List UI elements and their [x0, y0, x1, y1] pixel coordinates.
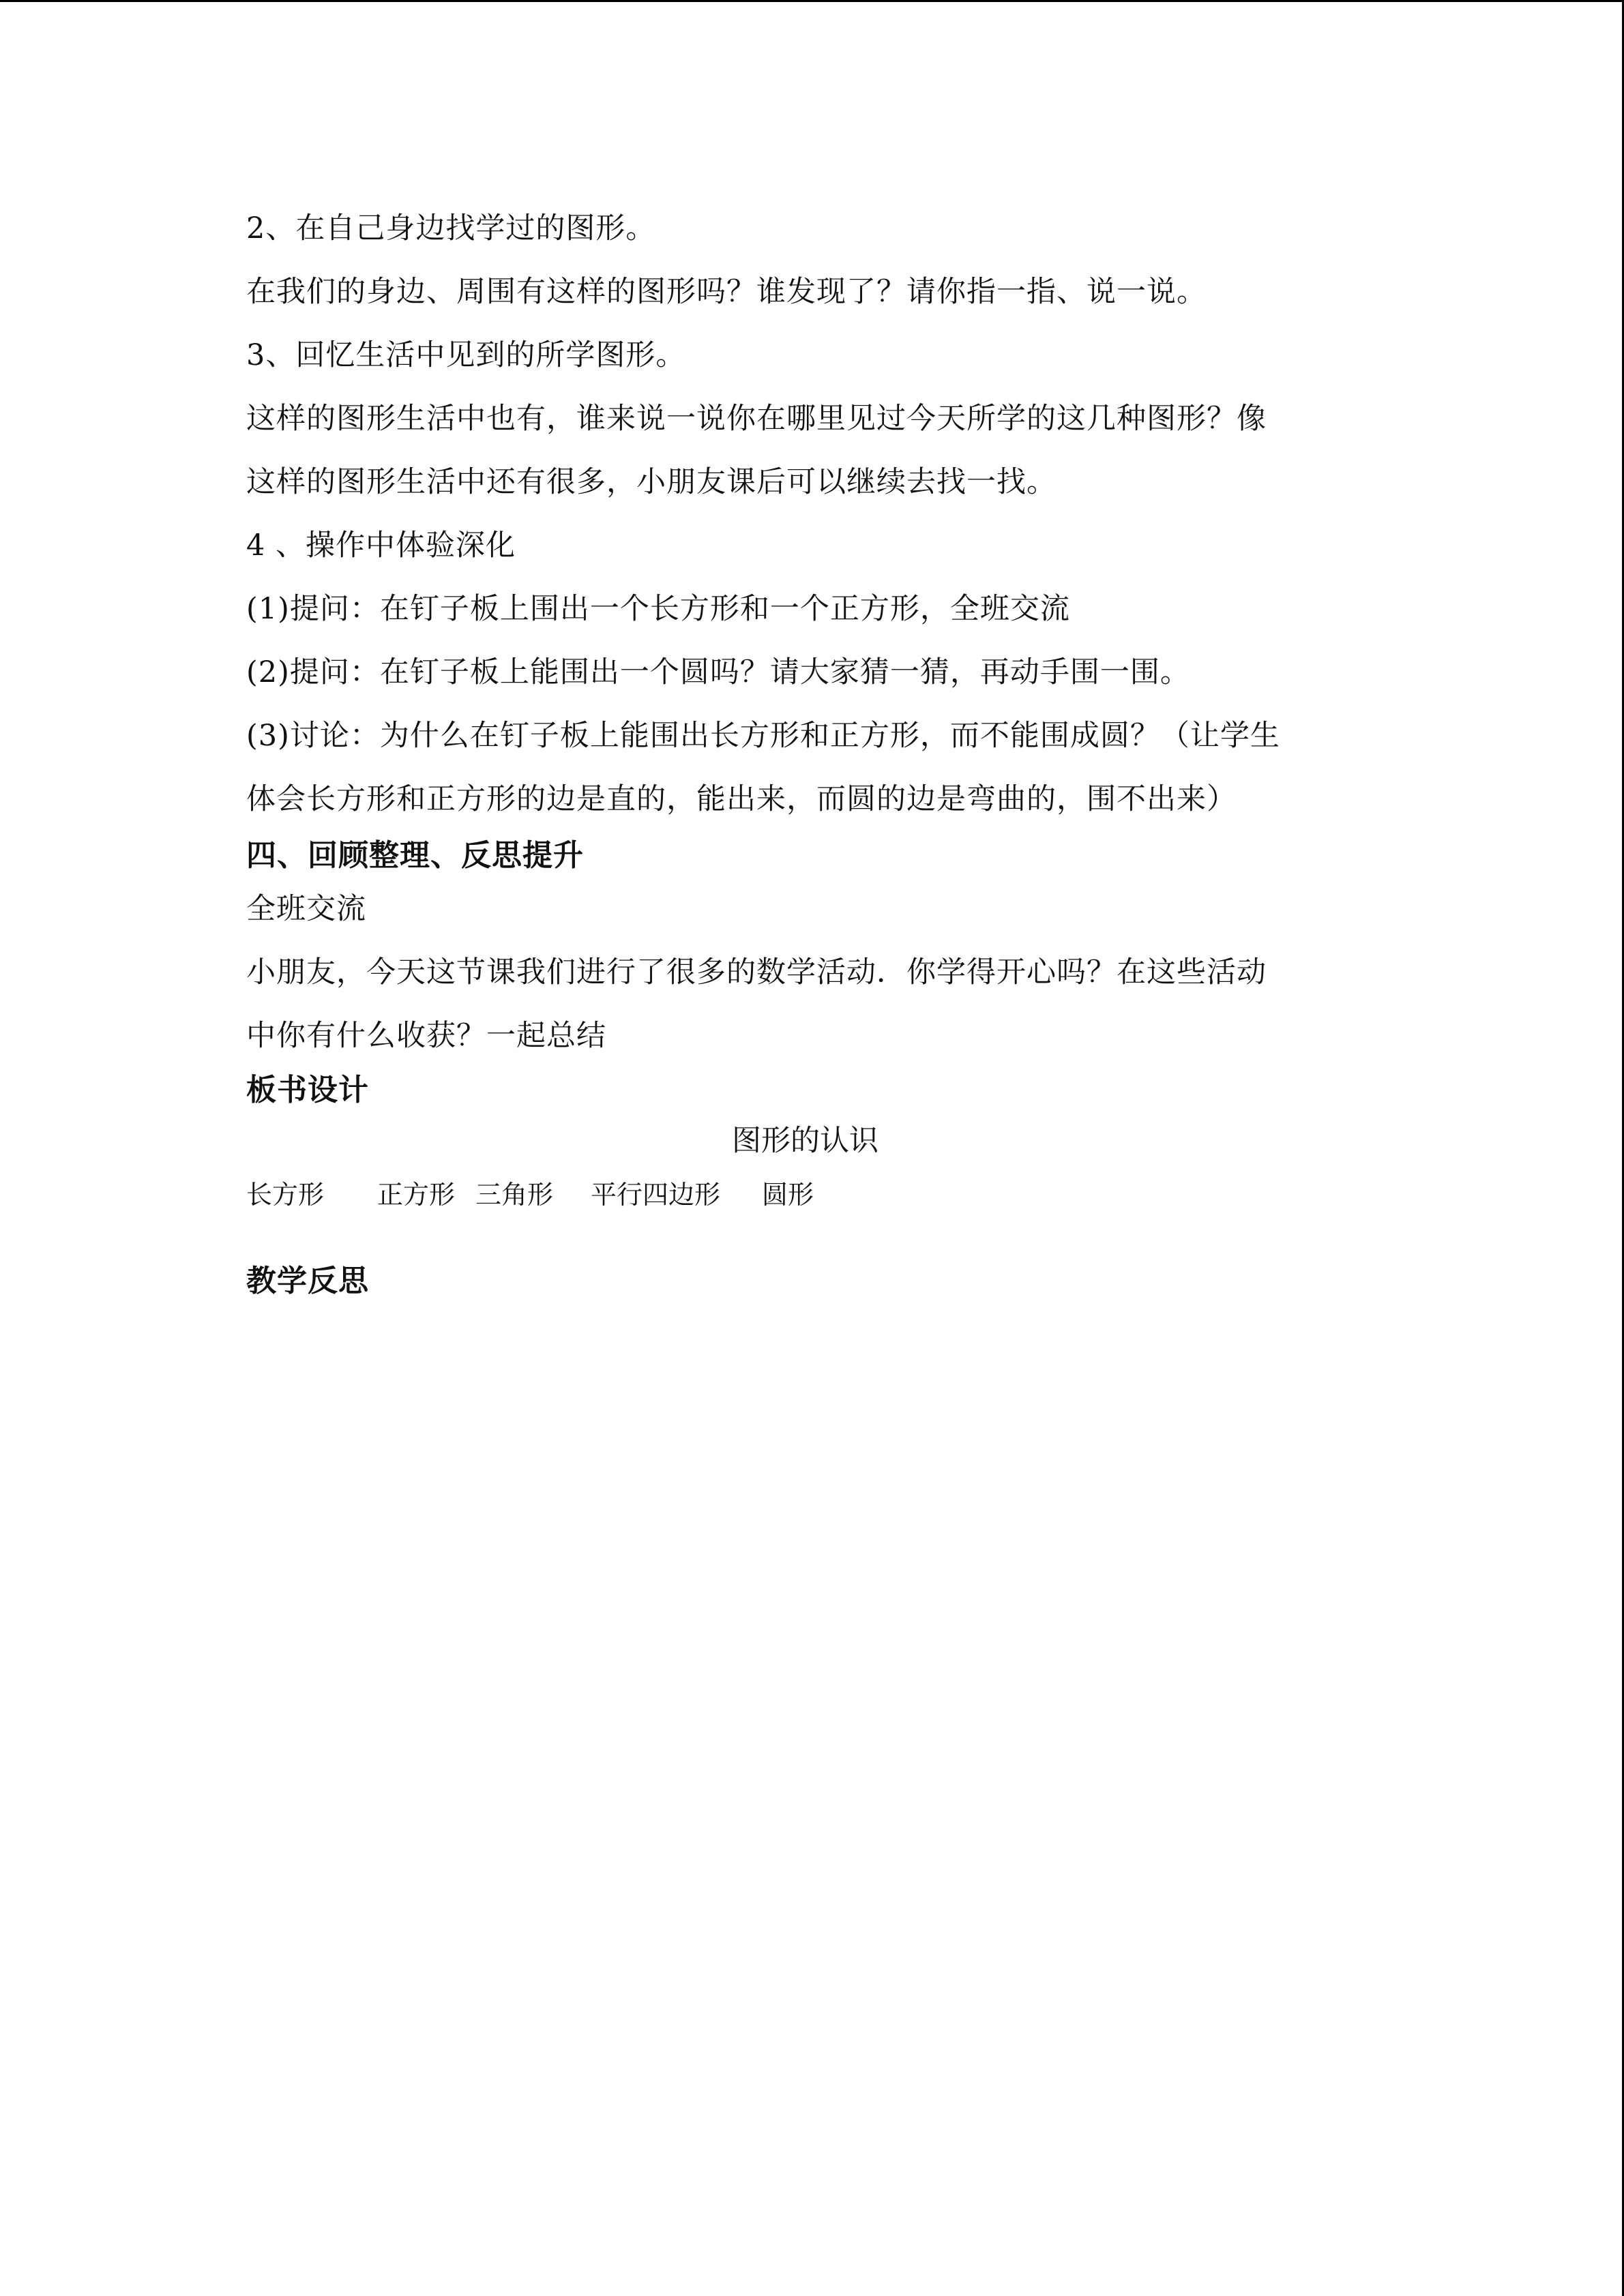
activity-2: (2)提问：在钉子板上能围出一个圆吗？请大家猜一猜，再动手围一围。 — [246, 655, 1190, 689]
summary-line-2: 中你有什么收获？一起总结 — [246, 1019, 606, 1053]
shape-square: 正方形 — [377, 1180, 456, 1210]
class-discussion: 全班交流 — [246, 892, 366, 926]
shape-triangle: 三角形 — [475, 1180, 554, 1210]
activity-1: (1)提问：在钉子板上围出一个长方形和一个正方形，全班交流 — [246, 592, 1070, 626]
board-title: 图形的认识 — [732, 1124, 879, 1158]
activity-3-line-2: 体会长方形和正方形的边是直的，能出来，而圆的边是弯曲的，围不出来） — [246, 782, 1237, 816]
step-3-paragraph-line-2: 这样的图形生活中还有很多，小朋友课后可以继续去找一找。 — [246, 465, 1057, 499]
step-3-paragraph-line-1: 这样的图形生活中也有，谁来说一说你在哪里见过今天所学的这几种图形？像 — [246, 402, 1267, 436]
summary-line-1: 小朋友，今天这节课我们进行了很多的数学活动．你学得开心吗？在这些活动 — [246, 955, 1267, 989]
step-2-question: 在我们的身边、周围有这样的图形吗？谁发现了？请你指一指、说一说。 — [246, 275, 1207, 309]
teaching-reflection-heading: 教学反思 — [246, 1264, 369, 1298]
shape-rectangle: 长方形 — [246, 1180, 325, 1210]
page-top-border — [0, 0, 1624, 2]
shape-parallelogram: 平行四边形 — [591, 1180, 721, 1210]
section-4-heading: 四、回顾整理、反思提升 — [246, 838, 584, 873]
shape-circle: 圆形 — [762, 1180, 814, 1210]
step-3-heading: 3、回忆生活中见到的所学图形。 — [246, 338, 686, 372]
activity-3-line-1: (3)讨论：为什么在钉子板上能围出长方形和正方形，而不能围成圆？（让学生 — [246, 719, 1280, 753]
board-design-heading: 板书设计 — [246, 1073, 369, 1107]
step-4-heading: 4 、操作中体验深化 — [246, 528, 516, 563]
step-2-heading: 2、在自己身边找学过的图形。 — [246, 211, 656, 245]
